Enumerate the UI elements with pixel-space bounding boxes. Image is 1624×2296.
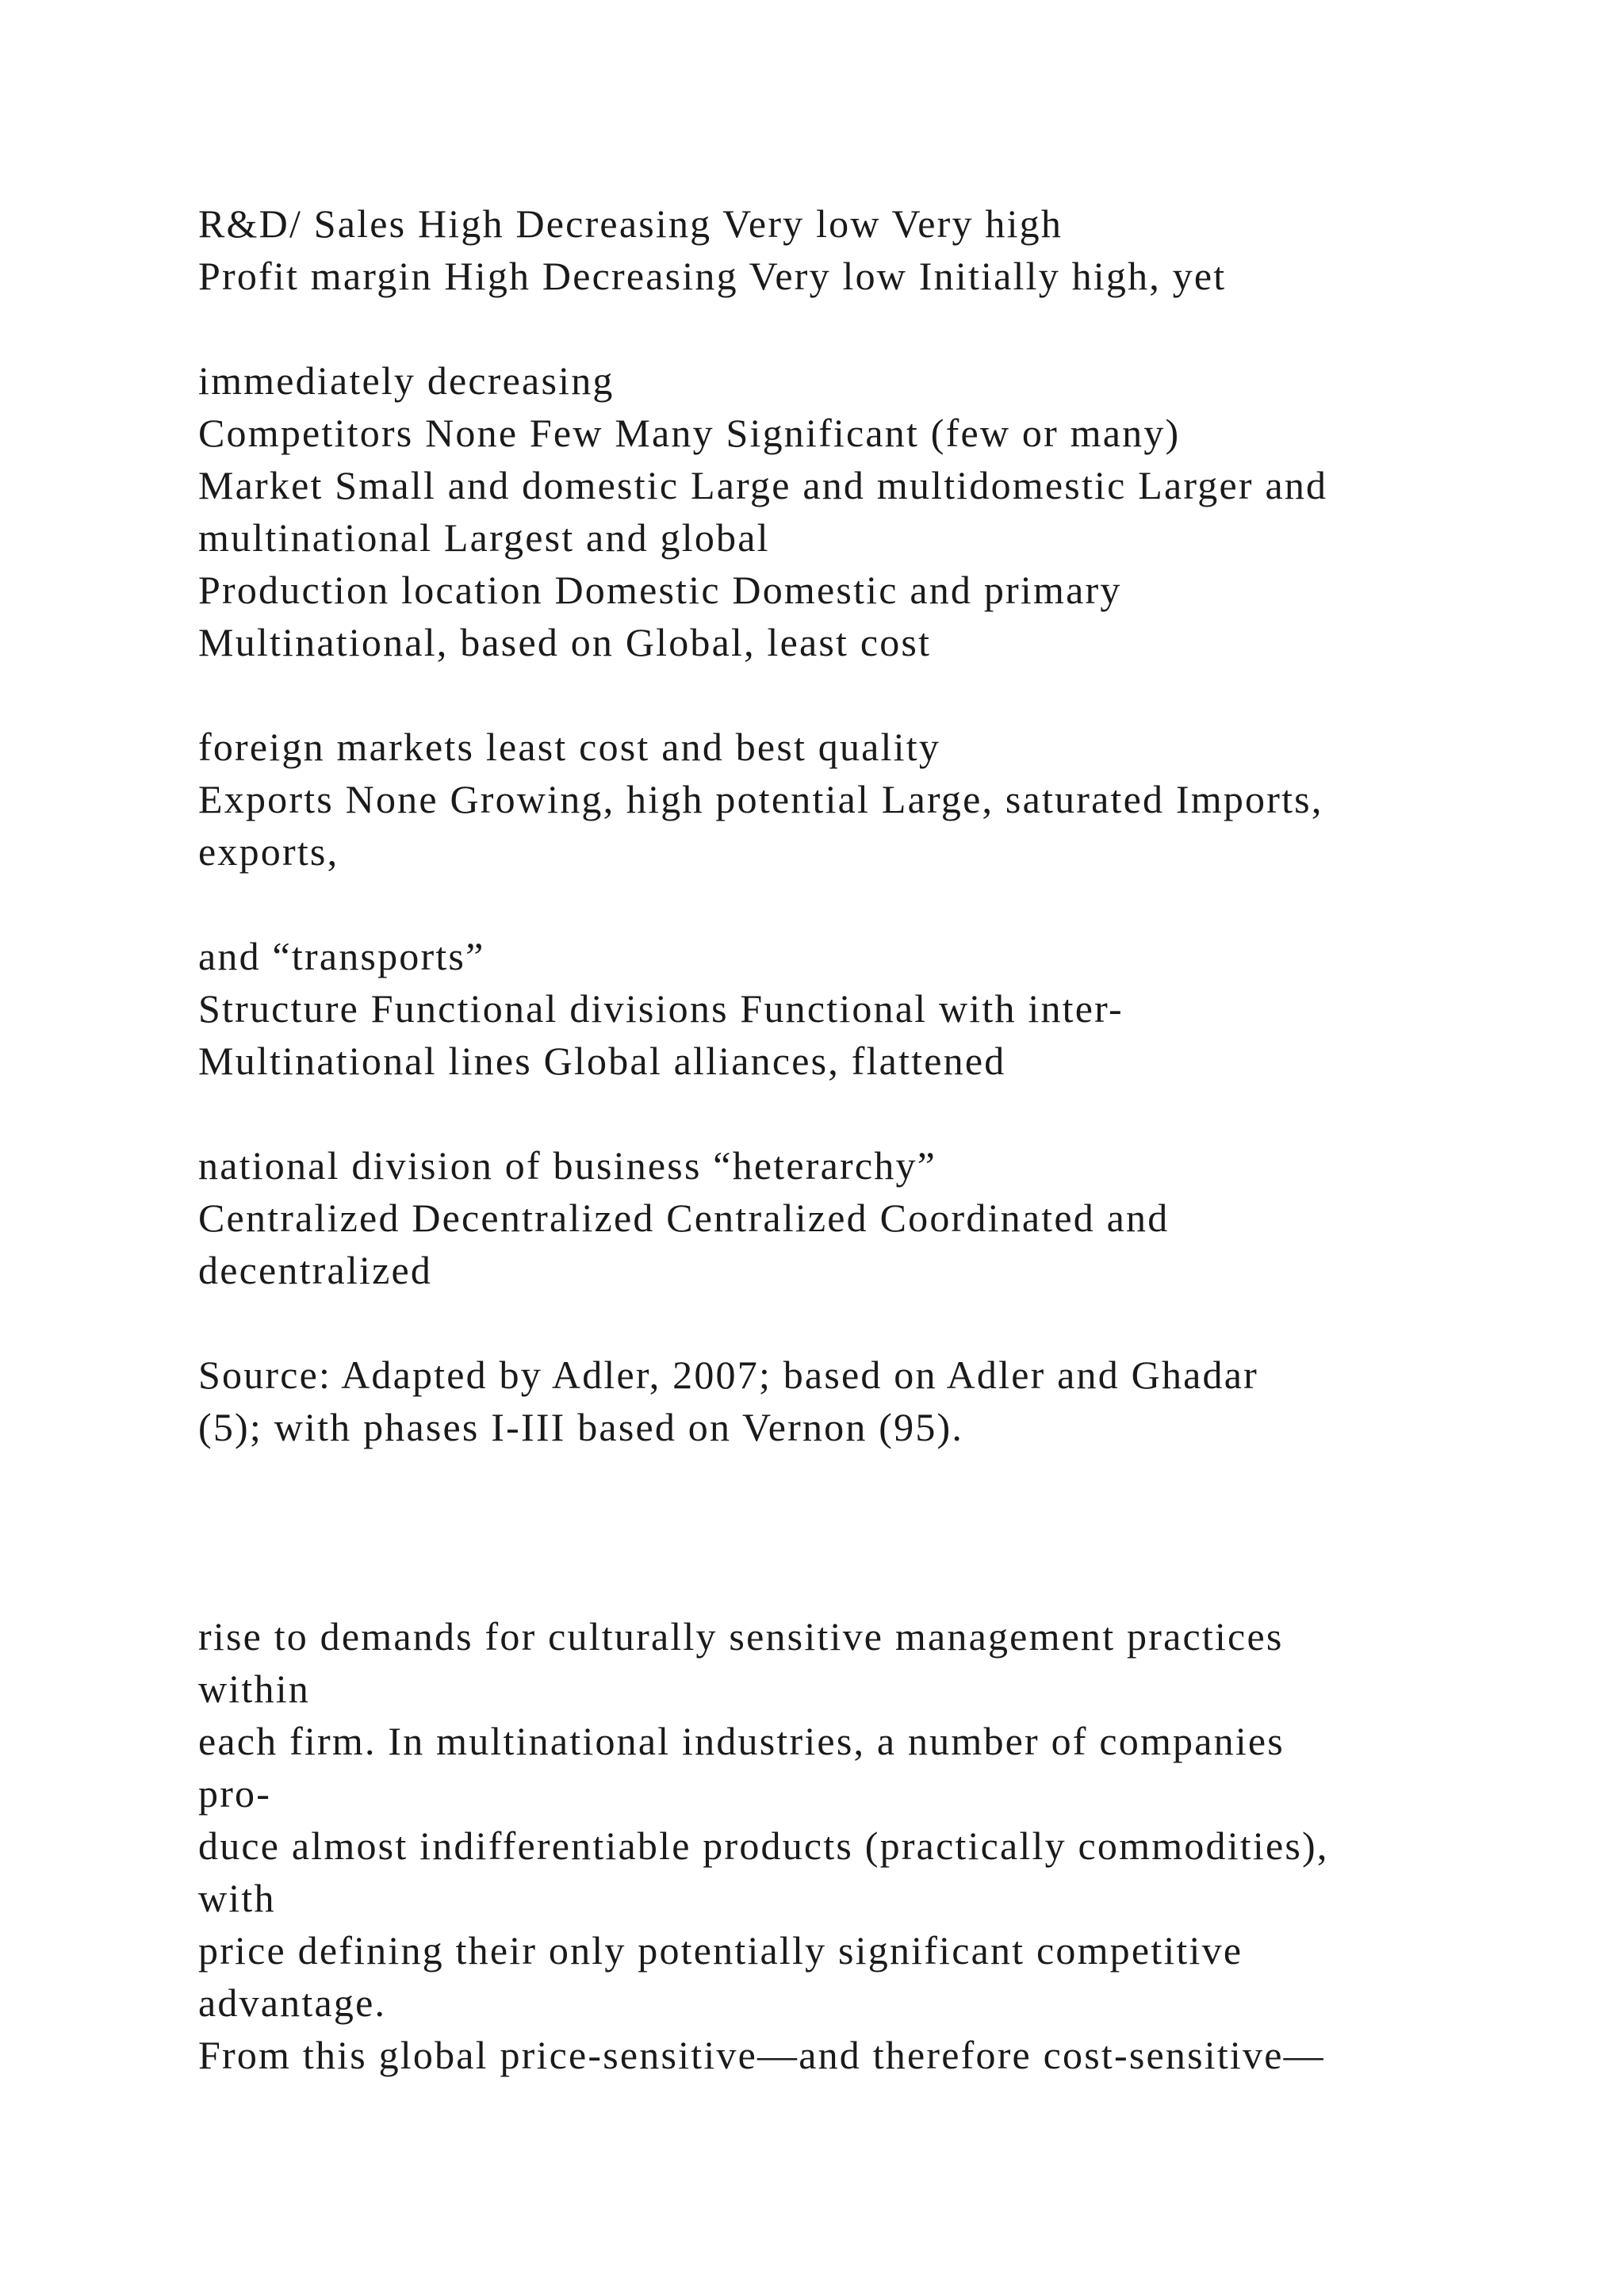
- table-source-note: Source: Adapted by Adler, 2007; based on Adler and Ghadar: [198, 1353, 1258, 1397]
- table-row-rd-sales: R&D/ Sales High Decreasing Very low Very high: [198, 201, 1063, 246]
- body-text-line: price defining their only potentially significant competitive: [198, 1928, 1243, 1973]
- body-text-line: advantage.: [198, 1980, 387, 2025]
- body-text-line: within: [198, 1667, 310, 1711]
- body-text-line: duce almost indifferentiable products (practically commodities),: [198, 1823, 1329, 1868]
- table-row-market-cont: multinational Largest and global: [198, 515, 770, 560]
- table-row-competitors: Competitors None Few Many Significant (few or many): [198, 411, 1181, 455]
- table-row-profit-margin: Profit margin High Decreasing Very low Initially high, yet: [198, 254, 1227, 298]
- table-row-exports: Exports None Growing, high potential Large, saturated Imports,: [198, 777, 1323, 821]
- table-row-market: Market Small and domestic Large and multidomestic Larger and: [198, 463, 1328, 507]
- body-text-line: From this global price-sensitive—and therefore cost-sensitive—: [198, 2033, 1325, 2077]
- body-text-line: each firm. In multinational industries, a number of companies: [198, 1719, 1285, 1763]
- table-row-production-location-cont-2: foreign markets least cost and best quality: [198, 725, 941, 769]
- table-row-centralization-cont: decentralized: [198, 1248, 433, 1292]
- body-text-line: with: [198, 1876, 276, 1920]
- table-row-profit-margin-cont: immediately decreasing: [198, 358, 615, 403]
- table-row-structure-cont: Multinational lines Global alliances, flattened: [198, 1039, 1006, 1083]
- body-text-line: rise to demands for culturally sensitive management practices: [198, 1614, 1284, 1659]
- table-row-exports-cont-2: and “transports”: [198, 934, 485, 978]
- table-row-production-location: Production location Domestic Domestic and primary: [198, 568, 1122, 612]
- table-row-centralization: Centralized Decentralized Centralized Coordinated and: [198, 1196, 1170, 1240]
- table-row-exports-cont: exports,: [198, 829, 339, 874]
- table-source-note-cont: (5); with phases I-III based on Vernon (95).: [198, 1405, 964, 1449]
- table-row-structure-cont-2: national division of business “heterarchy”: [198, 1143, 937, 1188]
- body-text-line: pro-: [198, 1771, 272, 1816]
- table-row-production-location-cont: Multinational, based on Global, least cost: [198, 620, 932, 664]
- table-row-structure: Structure Functional divisions Functional with inter-: [198, 986, 1124, 1031]
